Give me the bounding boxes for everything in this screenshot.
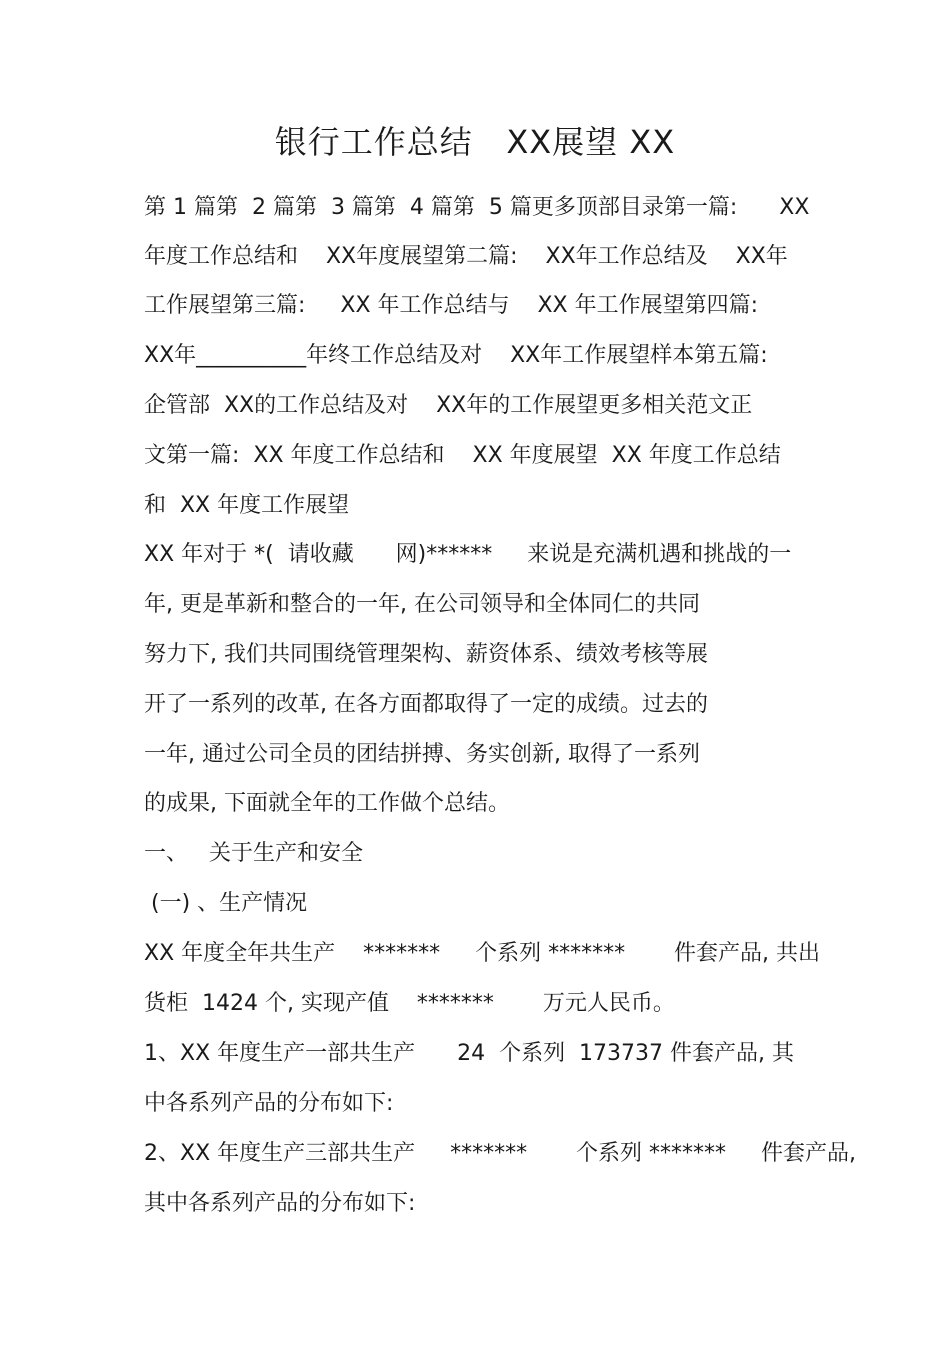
body-line: 1、XX 年度生产一部共生产 24 个系列 173737 件套产品, 其 (144, 1041, 795, 1066)
body-line: 年, 更是革新和整合的一年, 在公司领导和全体同仁的共同 (144, 592, 700, 617)
body-line: 工作展望第三篇: XX 年工作总结与 XX 年工作展望第四篇: (144, 293, 759, 318)
body-line: 其中各系列产品的分布如下: (144, 1191, 416, 1216)
body-line: 2、XX 年度生产三部共生产 ******* 个系列 ******* 件套产品, (144, 1141, 857, 1166)
body-line: 第 1 篇第 2 篇第 3 篇第 4 篇第 5 篇更多顶部目录第一篇: XX (144, 195, 810, 220)
body-line: 企管部 XX的工作总结及对 XX年的工作展望更多相关范文正 (144, 393, 753, 418)
body-line: 和 XX 年度工作展望 (144, 493, 350, 518)
body-line: 文第一篇: XX 年度工作总结和 XX 年度展望 XX 年度工作总结 (144, 443, 781, 468)
body-line: 货柜 1424 个, 实现产值 ******* 万元人民币。 (144, 991, 675, 1016)
body-line: 年度工作总结和 XX年度展望第二篇: XX年工作总结及 XX年 (144, 244, 788, 269)
body-line: 中各系列产品的分布如下: (144, 1091, 394, 1116)
body-line: 的成果, 下面就全年的工作做个总结。 (144, 791, 510, 816)
body-line: 努力下, 我们共同围绕管理架构、薪资体系、绩效考核等展 (144, 642, 708, 667)
section-heading: 一、 关于生产和安全 (144, 841, 363, 866)
body-line: XX年__________年终工作总结及对 XX年工作展望样本第五篇: (144, 343, 768, 368)
document-title: 银行工作总结 XX展望 XX (274, 123, 676, 161)
body-line: XX 年对于 *( 请收藏 网)****** 来说是充满机遇和挑战的一 (144, 542, 792, 567)
body-line: 一年, 通过公司全员的团结拼搏、务实创新, 取得了一系列 (144, 742, 700, 767)
body-line: XX 年度全年共生产 ******* 个系列 ******* 件套产品, 共出 (144, 941, 821, 966)
body-line: 开了一系列的改革, 在各方面都取得了一定的成绩。过去的 (144, 692, 708, 717)
subsection-heading: (一) 、生产情况 (144, 891, 308, 916)
